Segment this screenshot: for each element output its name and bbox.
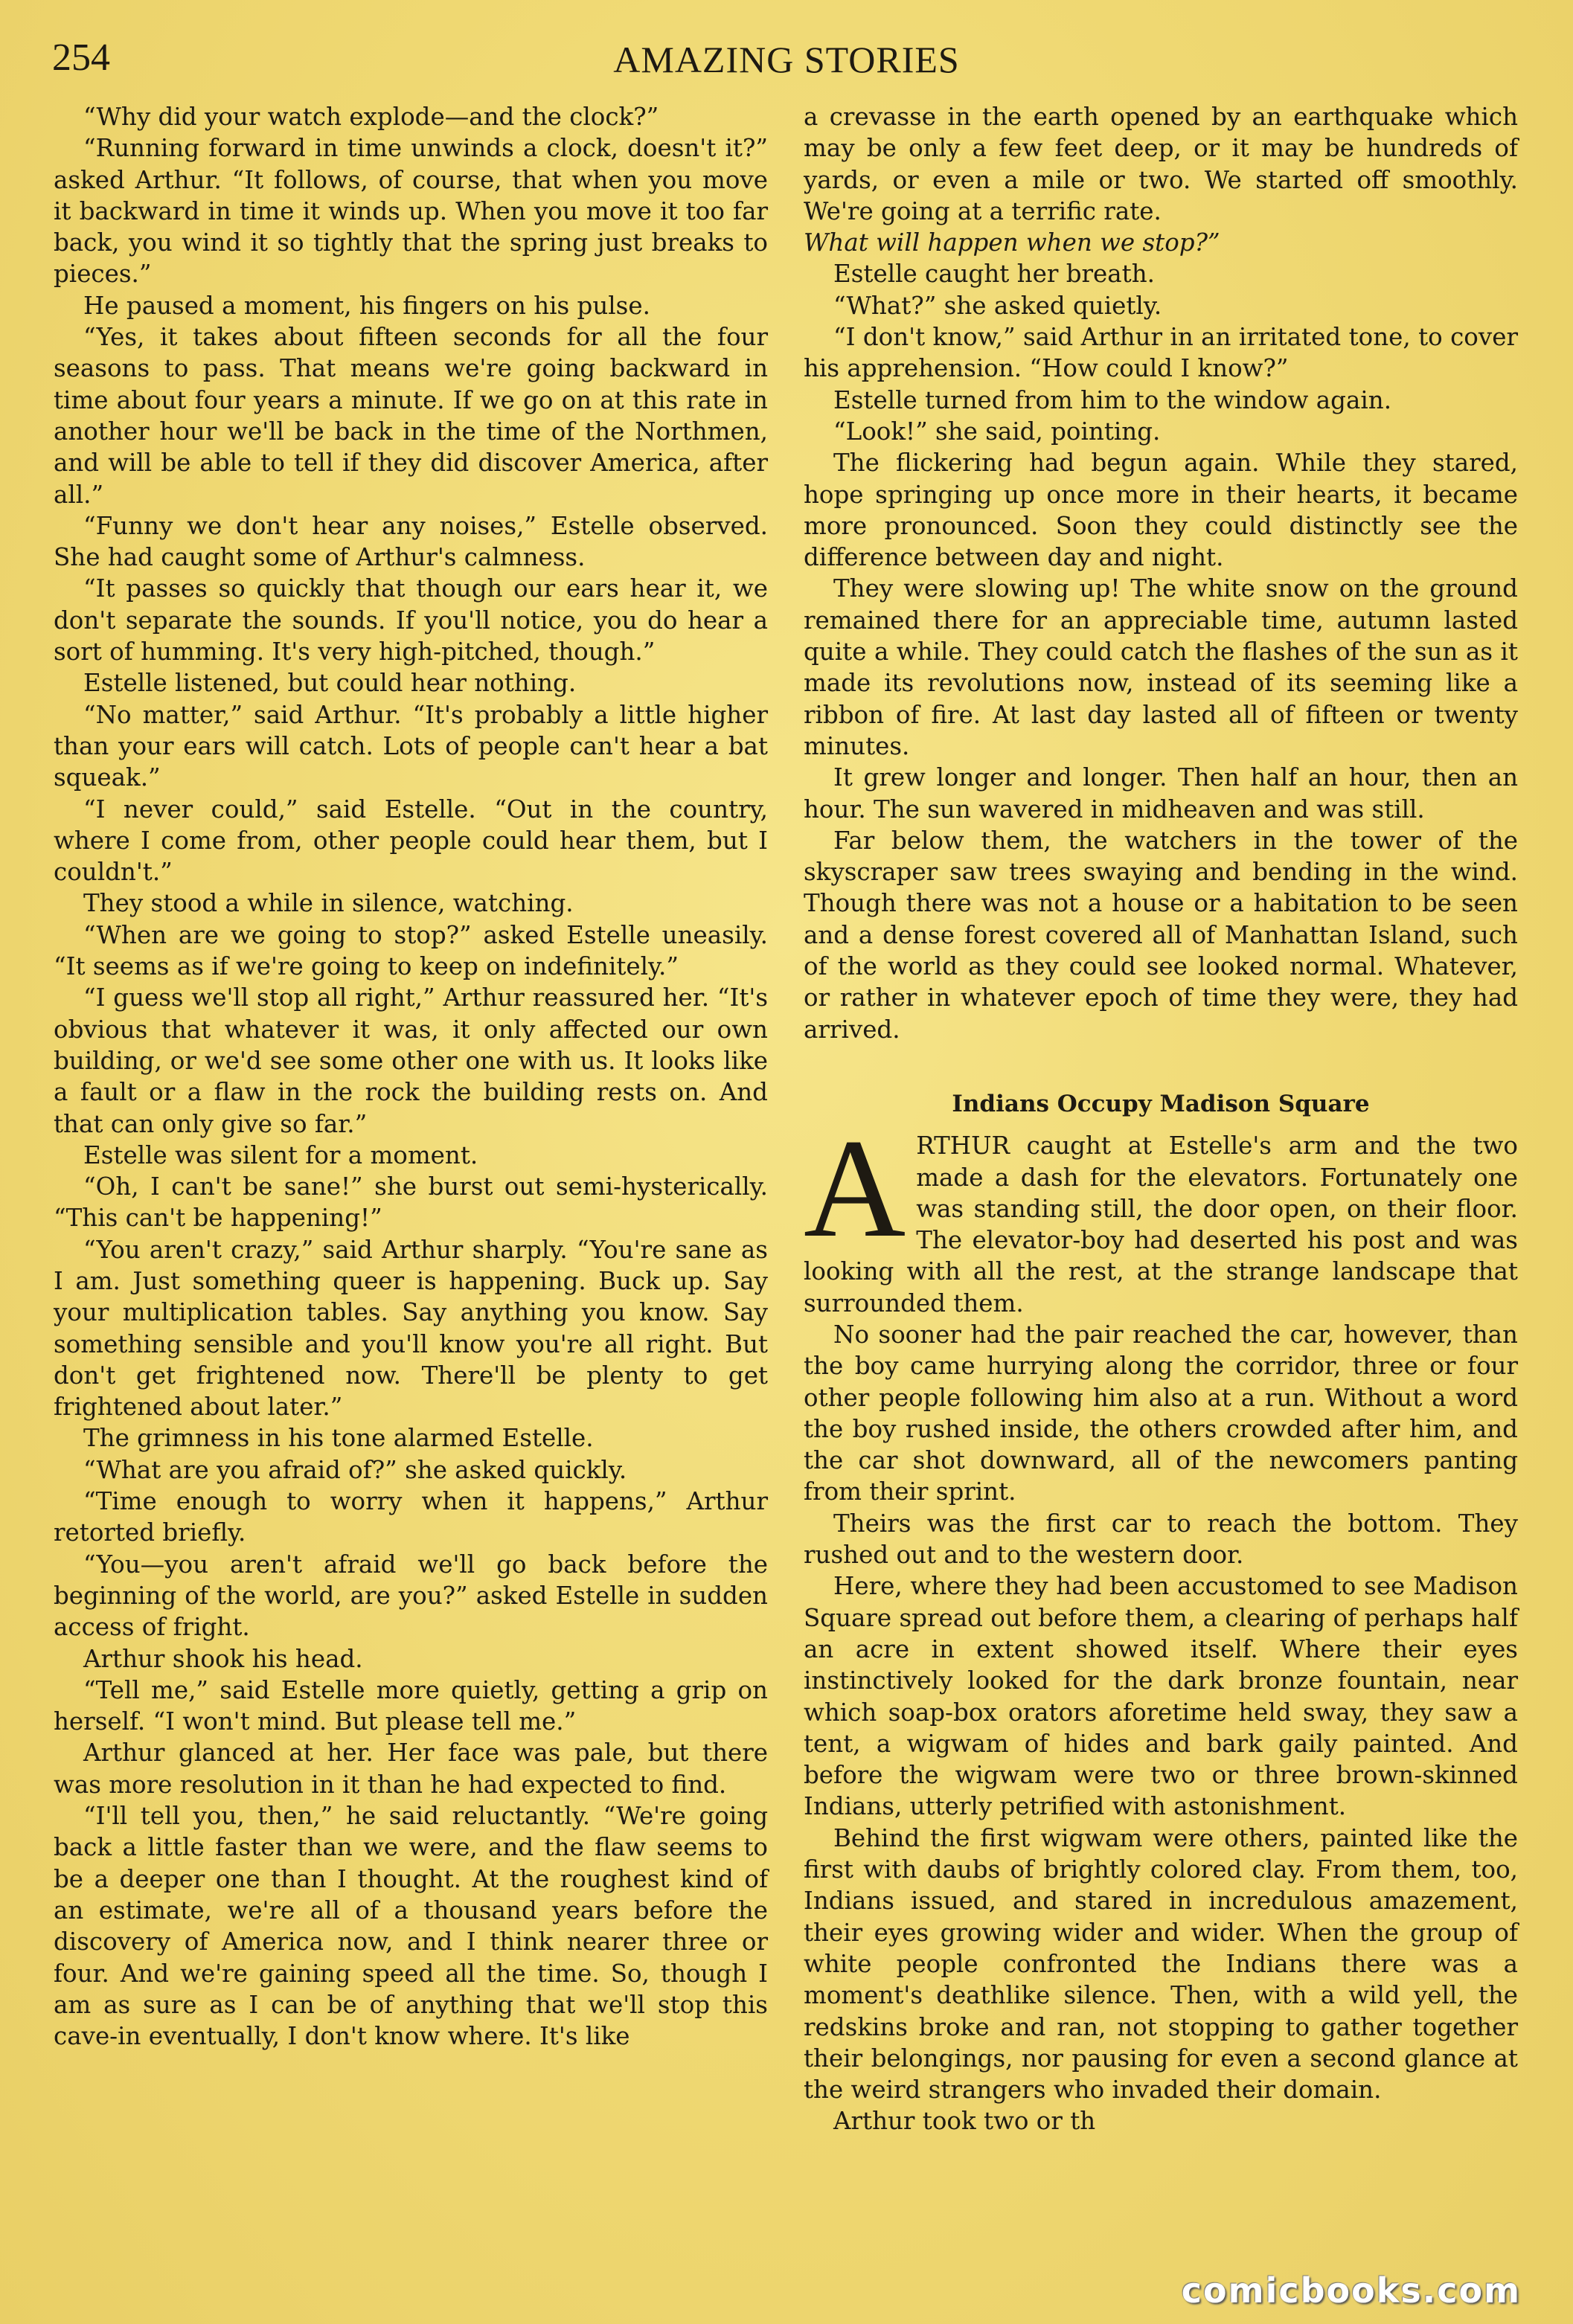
paragraph: Behind the first wigwam were others, painted like the first with daubs of brightly colored clay. From them, too, Indians issued, and stared in incredulous amazement, their eyes growing wider and wider. When the group of white people confronted the Indians there was a moment's deathlike silence. Then, with a wild yell, the redskins broke and ran, not stopping to gather together their belongings, nor pausing for even a second glance at the weird strangers who invaded their domain. — [804, 1823, 1518, 2105]
watermark: comicbooks.com — [1181, 2270, 1521, 2311]
paragraph: He paused a moment, his fingers on his pulse. — [83, 291, 650, 320]
paragraph: “Funny we don't hear any noises,” Estelle observed. She had caught some of Arthur's calmness. — [54, 511, 768, 572]
paragraph-text: a crevasse in the earth opened by an earthquake which may be only a few feet deep, or it may be hundreds of yards, or even a mile or two. We started off smoothly. We're going at a terrific rate. — [804, 103, 1518, 225]
paragraph: “What?” she asked quietly. — [833, 291, 1162, 320]
paragraph: “Why did your watch explode—and the clock?” — [83, 103, 659, 131]
drop-cap: A — [804, 1111, 906, 1268]
paragraph: Estelle listened, but could hear nothing. — [83, 669, 577, 698]
paragraph: “Running forward in time unwinds a clock, doesn't it?” asked Arthur. “It follows, of course, that when you move it backward in time it winds up. When you move it too far back, you wind it so tightly that the spring just breaks to pieces.” — [54, 134, 768, 289]
running-head: AMAZING STORIES — [613, 39, 960, 80]
paragraph: “Yes, it takes about fifteen seconds for all the four seasons to pass. That means we're going backward in time about four years a minute. If we go on at this rate in another hour we'll be back in the time of the Northmen, and will be able to tell if they did discover America, after all.” — [54, 323, 768, 509]
paragraph: They were slowing up! The white snow on the ground remained there for an appreciable time, autumn lasted quite a while. They could catch the flashes of the sun as it made its revolutions now, instead of its seeming like a ribbon of fire. At last day lasted all of fifteen or twenty minutes. — [804, 574, 1518, 760]
paragraph: No sooner had the pair reached the car, however, than the boy came hurrying along the corridor, three or four other people following him also at a run. Without a word the boy rushed inside, the others crowded after him, and the car shot downward, all of the newcomers panting from their sprint. — [804, 1320, 1518, 1506]
paragraph: “You aren't crazy,” said Arthur sharply. “You're sane as I am. Just something queer is happening. Buck up. Say your multiplication tables. Say anything you know. Say something sensible and you'll know you're all right. But don't get frightened now. There'll be plenty to get frightened about later.” — [54, 1235, 768, 1422]
paragraph: “You—you aren't afraid we'll go back before the beginning of the world, are you?” asked Estelle in sudden access of fright. — [54, 1550, 768, 1642]
paragraph: “Tell me,” said Estelle more quietly, getting a grip on herself. “I won't mind. But please tell me.” — [54, 1675, 768, 1736]
paragraph: Estelle turned from him to the window again. — [833, 385, 1392, 414]
paragraph: “I never could,” said Estelle. “Out in the country, where I come from, other people could hear them, but I couldn't.” — [54, 795, 768, 887]
paragraph: “It passes so quickly that though our ears hear it, we don't separate the sounds. If you'll notice, you do hear a sort of humming. It's very high-pitched, though.” — [54, 574, 768, 667]
page-number: 254 — [52, 36, 110, 79]
section-heading: Indians Occupy Madison Square — [952, 1090, 1370, 1117]
paragraph-text: RTHUR caught at Estelle's arm and the two made a dash for the elevators. Fortunately one was standing still, the door open, on their floor. The elevator-boy had deserted his post and was looking with all the rest, at the strange landscape that surrounded them. — [804, 1131, 1518, 1317]
paragraph: “Time enough to worry when it happens,” Arthur retorted briefly. — [54, 1487, 768, 1547]
paragraph: Far below them, the watchers in the tower of the skyscraper saw trees swaying and bending in the wind. Though there was not a house or a habitation to be seen and a dense forest covered all of Manhattan Island, such of the world as they could see looked normal. Whatever, or rather in whatever epoch of time they were, they had arrived. — [804, 826, 1518, 1044]
paragraph: “What are you afraid of?” she asked quickly. — [83, 1455, 627, 1484]
italic-question: What will happen when we stop?” — [804, 228, 1220, 257]
paragraph: Estelle caught her breath. — [833, 260, 1155, 289]
paragraph: “When are we going to stop?” asked Estelle uneasily. “It seems as if we're going to keep on indefinitely.” — [54, 920, 768, 981]
paragraph: Theirs was the first car to reach the bottom. They rushed out and to the western door. — [804, 1509, 1518, 1570]
paragraph: Estelle was silent for a moment. — [83, 1140, 478, 1169]
paragraph: Arthur glanced at her. Her face was pale, but there was more resolution in it than he had expected to find. — [54, 1739, 768, 1799]
paragraph: Here, where they had been accustomed to see Madison Square spread out before them, a clearing of perhaps half an acre in extent showed itself. Where their eyes instinctively looked for the dark bronze fountain, near which soap-box orators aforetime held sway, they saw a tent, a wigwam of hides and bark gaily painted. And before the wigwam were two or three brown-skinned Indians, utterly petrified with astonishment. — [804, 1572, 1518, 1821]
paragraph: “Look!” she said, pointing. — [833, 417, 1161, 446]
paragraph: “I don't know,” said Arthur in an irritated tone, to cover his apprehension. “How could I know?” — [804, 323, 1518, 383]
paragraph: It grew longer and longer. Then half an hour, then an hour. The sun wavered in midheaven and was still. — [804, 763, 1518, 824]
left-column — [54, 101, 768, 2052]
paragraph: “Oh, I can't be sane!” she burst out semi-hysterically. “This can't be happening!” — [54, 1172, 768, 1233]
paragraph: The flickering had begun again. While they stared, hope springing up once more in their hearts, it became more pronounced. Soon they could distinctly see the difference between day and night. — [804, 449, 1518, 572]
dropcap-paragraph — [804, 1111, 1518, 1319]
paragraph: Arthur took two or th — [833, 2107, 1096, 2136]
paragraph: “No matter,” said Arthur. “It's probably a little higher than your ears will catch. Lots of people can't hear a bat squeak.” — [54, 700, 768, 792]
paragraph: They stood a while in silence, watching. — [83, 889, 574, 918]
paragraph: “I'll tell you, then,” he said reluctantly. “We're going back a little faster than we were, and the flaw seems to be a deeper one than I thought. At the roughest kind of an estimate, we're all of a thousand years before the discovery of America now, and I think nearer three or four. And we're gaining speed all the time. So, though I am as sure as I can be of anything that we'll stop this cave-in eventually, I don't know where. It's like — [54, 1802, 768, 2051]
paragraph: Arthur shook his head. — [83, 1644, 363, 1673]
paragraph-continued — [804, 101, 1518, 258]
right-column — [804, 101, 1518, 2137]
paragraph: The grimness in his tone alarmed Estelle. — [83, 1424, 594, 1453]
paragraph: “I guess we'll stop all right,” Arthur reassured her. “It's obvious that whatever it was, it only affected our own building, or we'd see some other one with us. It looks like a fault or a flaw in the rock the building rests on. And that can only give so far.” — [54, 983, 768, 1138]
